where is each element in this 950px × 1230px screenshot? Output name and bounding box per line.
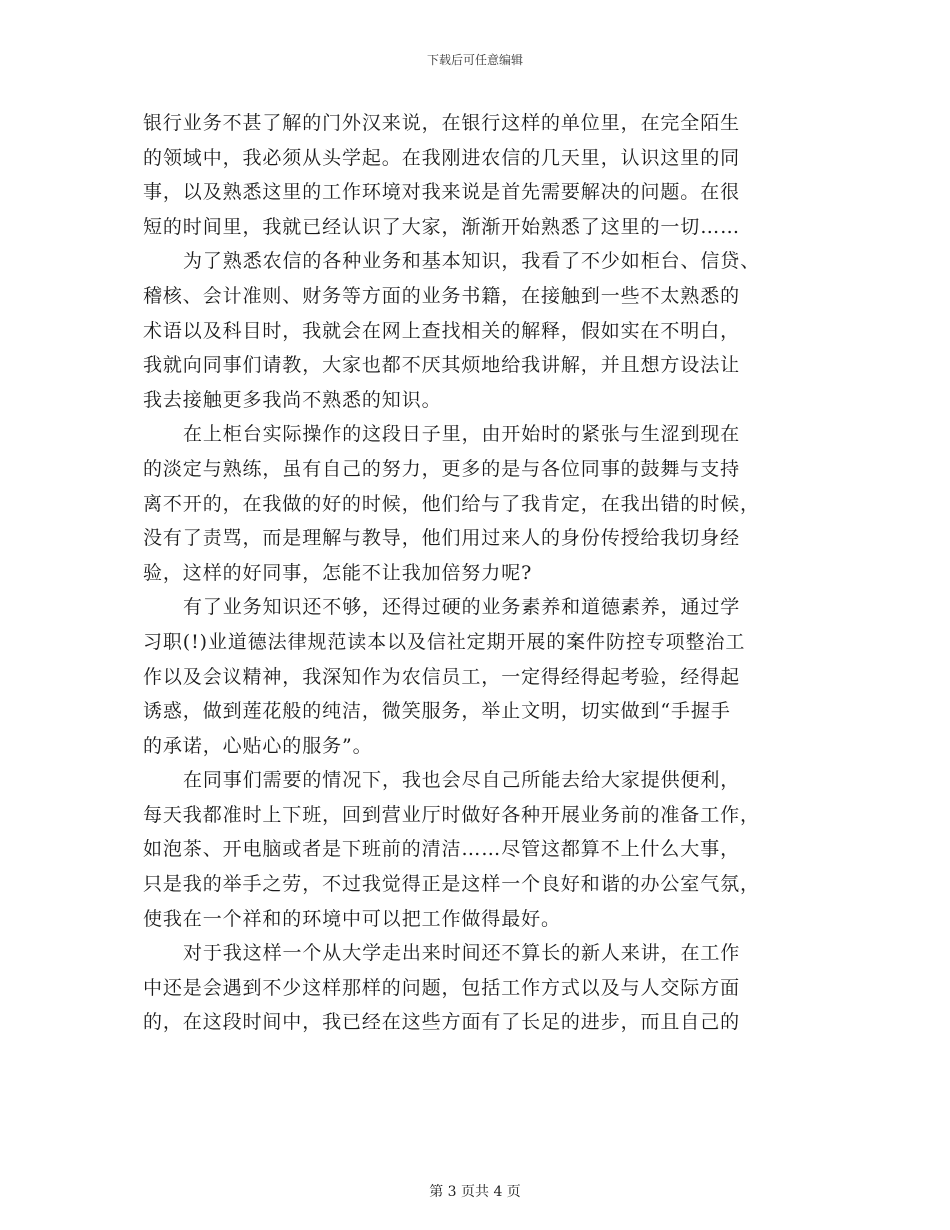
text-line: 术语以及科目时，我就会在网上查找相关的解释，假如实在不明白， [143, 319, 741, 342]
page-header: 下载后可任意编辑 [426, 53, 523, 67]
text-line: 如泡茶、开电脑或者是下班前的清洁……尽管这都算不上什么大事， [143, 838, 741, 861]
text-line: 的，在这段时间中，我已经在这些方面有了长足的进步，而且自己的 [143, 1011, 741, 1034]
text-line: 每天我都准时上下班，回到营业厅时做好各种开展业务前的准备工作， [143, 803, 760, 826]
text-line: 的淡定与熟练，虽有自己的努力，更多的是与各位同事的鼓舞与支持 [143, 457, 741, 480]
text-line: 事，以及熟悉这里的工作环境对我来说是首先需要解决的问题。在很 [143, 181, 741, 204]
text-line: 的承诺，心贴心的服务”。 [143, 734, 373, 757]
text-line: 只是我的举手之劳，不过我觉得正是这样一个良好和谐的办公室气氛， [143, 873, 760, 896]
text-line: 有了业务知识还不够，还得过硬的业务素养和道德素养，通过学 [183, 596, 741, 619]
text-line: 诱惑，做到莲花般的纯洁，微笑服务，举止文明，切实做到“手握手 [143, 700, 731, 723]
text-line: 没有了责骂，而是理解与教导，他们用过来人的身份传授给我切身经 [143, 527, 741, 550]
text-line: 在同事们需要的情况下，我也会尽自己所能去给大家提供便利， [183, 769, 741, 792]
text-line: 在上柜台实际操作的这段日子里，由开始时的紧张与生涩到现在 [183, 423, 741, 446]
text-line: 对于我这样一个从大学走出来时间还不算长的新人来讲，在工作 [183, 942, 741, 965]
text-line: 验，这样的好同事，怎能不让我加倍努力呢? [143, 561, 533, 584]
text-line: 我去接触更多我尚不熟悉的知识。 [143, 388, 442, 411]
text-line: 习职(!)业道德法律规范读本以及信社定期开展的案件防控专项整治工 [143, 630, 746, 653]
text-line: 稽核、会计准则、财务等方面的业务书籍，在接触到一些不太熟悉的 [143, 284, 741, 307]
text-line: 银行业务不甚了解的门外汉来说，在银行这样的单位里，在完全陌生 [143, 112, 741, 134]
text-line: 我就向同事们请教，大家也都不厌其烦地给我讲解，并且想方设法让 [143, 354, 741, 377]
text-line: 作以及会议精神，我深知作为农信员工，一定得经得起考验，经得起 [143, 665, 741, 688]
text-line: 的领域中，我必须从头学起。在我刚进农信的几天里，认识这里的同 [143, 146, 741, 169]
document-body [143, 106, 811, 1040]
page-number-footer: 第 3 页共 4 页 [429, 1184, 521, 1200]
text-line: 为了熟悉农信的各种业务和基本知识，我看了不少如柜台、信贷、 [183, 250, 761, 273]
text-line: 短的时间里，我就已经认识了大家，渐渐开始熟悉了这里的一切…… [143, 215, 741, 238]
text-line: 使我在一个祥和的环境中可以把工作做得最好。 [143, 907, 561, 930]
text-line: 离不开的，在我做的好的时候，他们给与了我肯定，在我出错的时候， [143, 492, 760, 515]
text-line: 中还是会遇到不少这样那样的问题，包括工作方式以及与人交际方面 [143, 976, 741, 999]
